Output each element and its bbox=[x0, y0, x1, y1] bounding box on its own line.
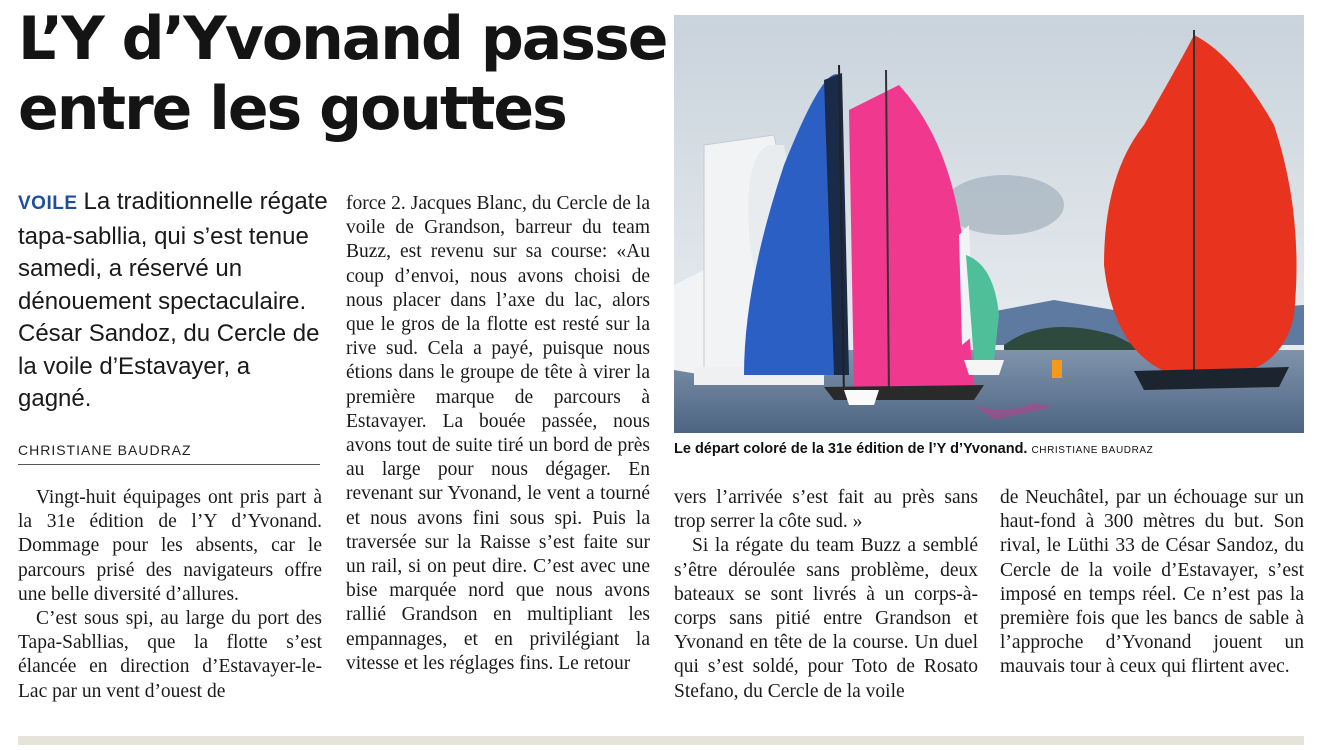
paragraph: Si la régate du team Buzz a semblé s’être déroulée sans problème, deux bateaux se sont livrés à un corps-à-corps sans pitié entre Grandson et Yvonand en tête de la course. Un duel qui s’est soldé, pour Toto de Rosato Stefano, du Cercle de la voile bbox=[674, 535, 978, 702]
photo-credit: CHRISTIANE BAUDRAZ bbox=[1031, 445, 1154, 456]
rubric-label: VOILE bbox=[18, 193, 78, 214]
lead-text: La traditionnelle régate tapa-sabllia, qui s’est tenue samedi, a réservé un dénouement spectaculaire. César Sandoz, du Cercle de la voile d’Estavayer, a gagné. bbox=[18, 188, 328, 412]
sailboats-image bbox=[674, 15, 1304, 433]
lead-paragraph bbox=[18, 186, 328, 416]
paragraph: Vingt-huit équipages ont pris part à la 31e édition de l’Y d’Yvonand. Dommage pour les absents, car le parcours prisé des navigateurs offre une belle diversité d’allures. bbox=[18, 487, 322, 605]
article-column-1 bbox=[18, 486, 322, 704]
article-column-2 bbox=[346, 192, 650, 676]
article-column-3 bbox=[674, 486, 978, 704]
regatta-photo bbox=[674, 15, 1304, 433]
paragraph: C’est sous spi, au large du port des Tapa-Sabllias, que la flotte s’est élancée en direction d’Estavayer-le-Lac par un vent d’ouest de bbox=[18, 608, 322, 702]
page-footer-strip bbox=[18, 736, 1304, 745]
paragraph: de Neuchâtel, par un échouage sur un haut-fond à 300 mètres du but. Son rival, le Lüthi 33 de César Sandoz, du Cercle de la voile d’Estavayer, s’est imposé en temps réel. Ce n’est pas la première fois que les bancs de sable à l’approche d’Yvonand jouent un mauvais tour à ceux qui flirtent avec. bbox=[1000, 487, 1304, 678]
article-column-4 bbox=[1000, 486, 1304, 680]
byline: CHRISTIANE BAUDRAZ bbox=[18, 442, 320, 465]
photo-caption bbox=[674, 441, 1304, 457]
caption-text: Le départ coloré de la 31e édition de l’Y d’Yvonand. bbox=[674, 441, 1028, 457]
headline: L’Y d’Yvonand passe entre les gouttes bbox=[18, 4, 667, 144]
paragraph: vers l’arrivée s’est fait au près sans trop serrer la côte sud. » bbox=[674, 487, 978, 533]
paragraph: force 2. Jacques Blanc, du Cercle de la voile de Grandson, barreur du team Buzz, est revenu sur sa course: «Au coup d’envoi, nous avons choisi de nous placer dans l’axe du lac, alors que le gros de la flotte est resté sur la rive sud. Cela a payé, puisque nous étions dans le groupe de tête à virer la première marque de parcours à Estavayer. La bouée passée, nous avons tout de suite tiré un bord de près au large pour nous dégager. En revenant sur Yvonand, le vent a tourné et nous avons fini sous spi. Puis la traversée sur la Raisse s’est faite sur un rail, si on peut dire. C’est avec une bise marquée nord que nous avons rallié Grandson en multipliant les empannages, et en privilégiant la vitesse et les réglages fins. Le retour bbox=[346, 193, 650, 674]
